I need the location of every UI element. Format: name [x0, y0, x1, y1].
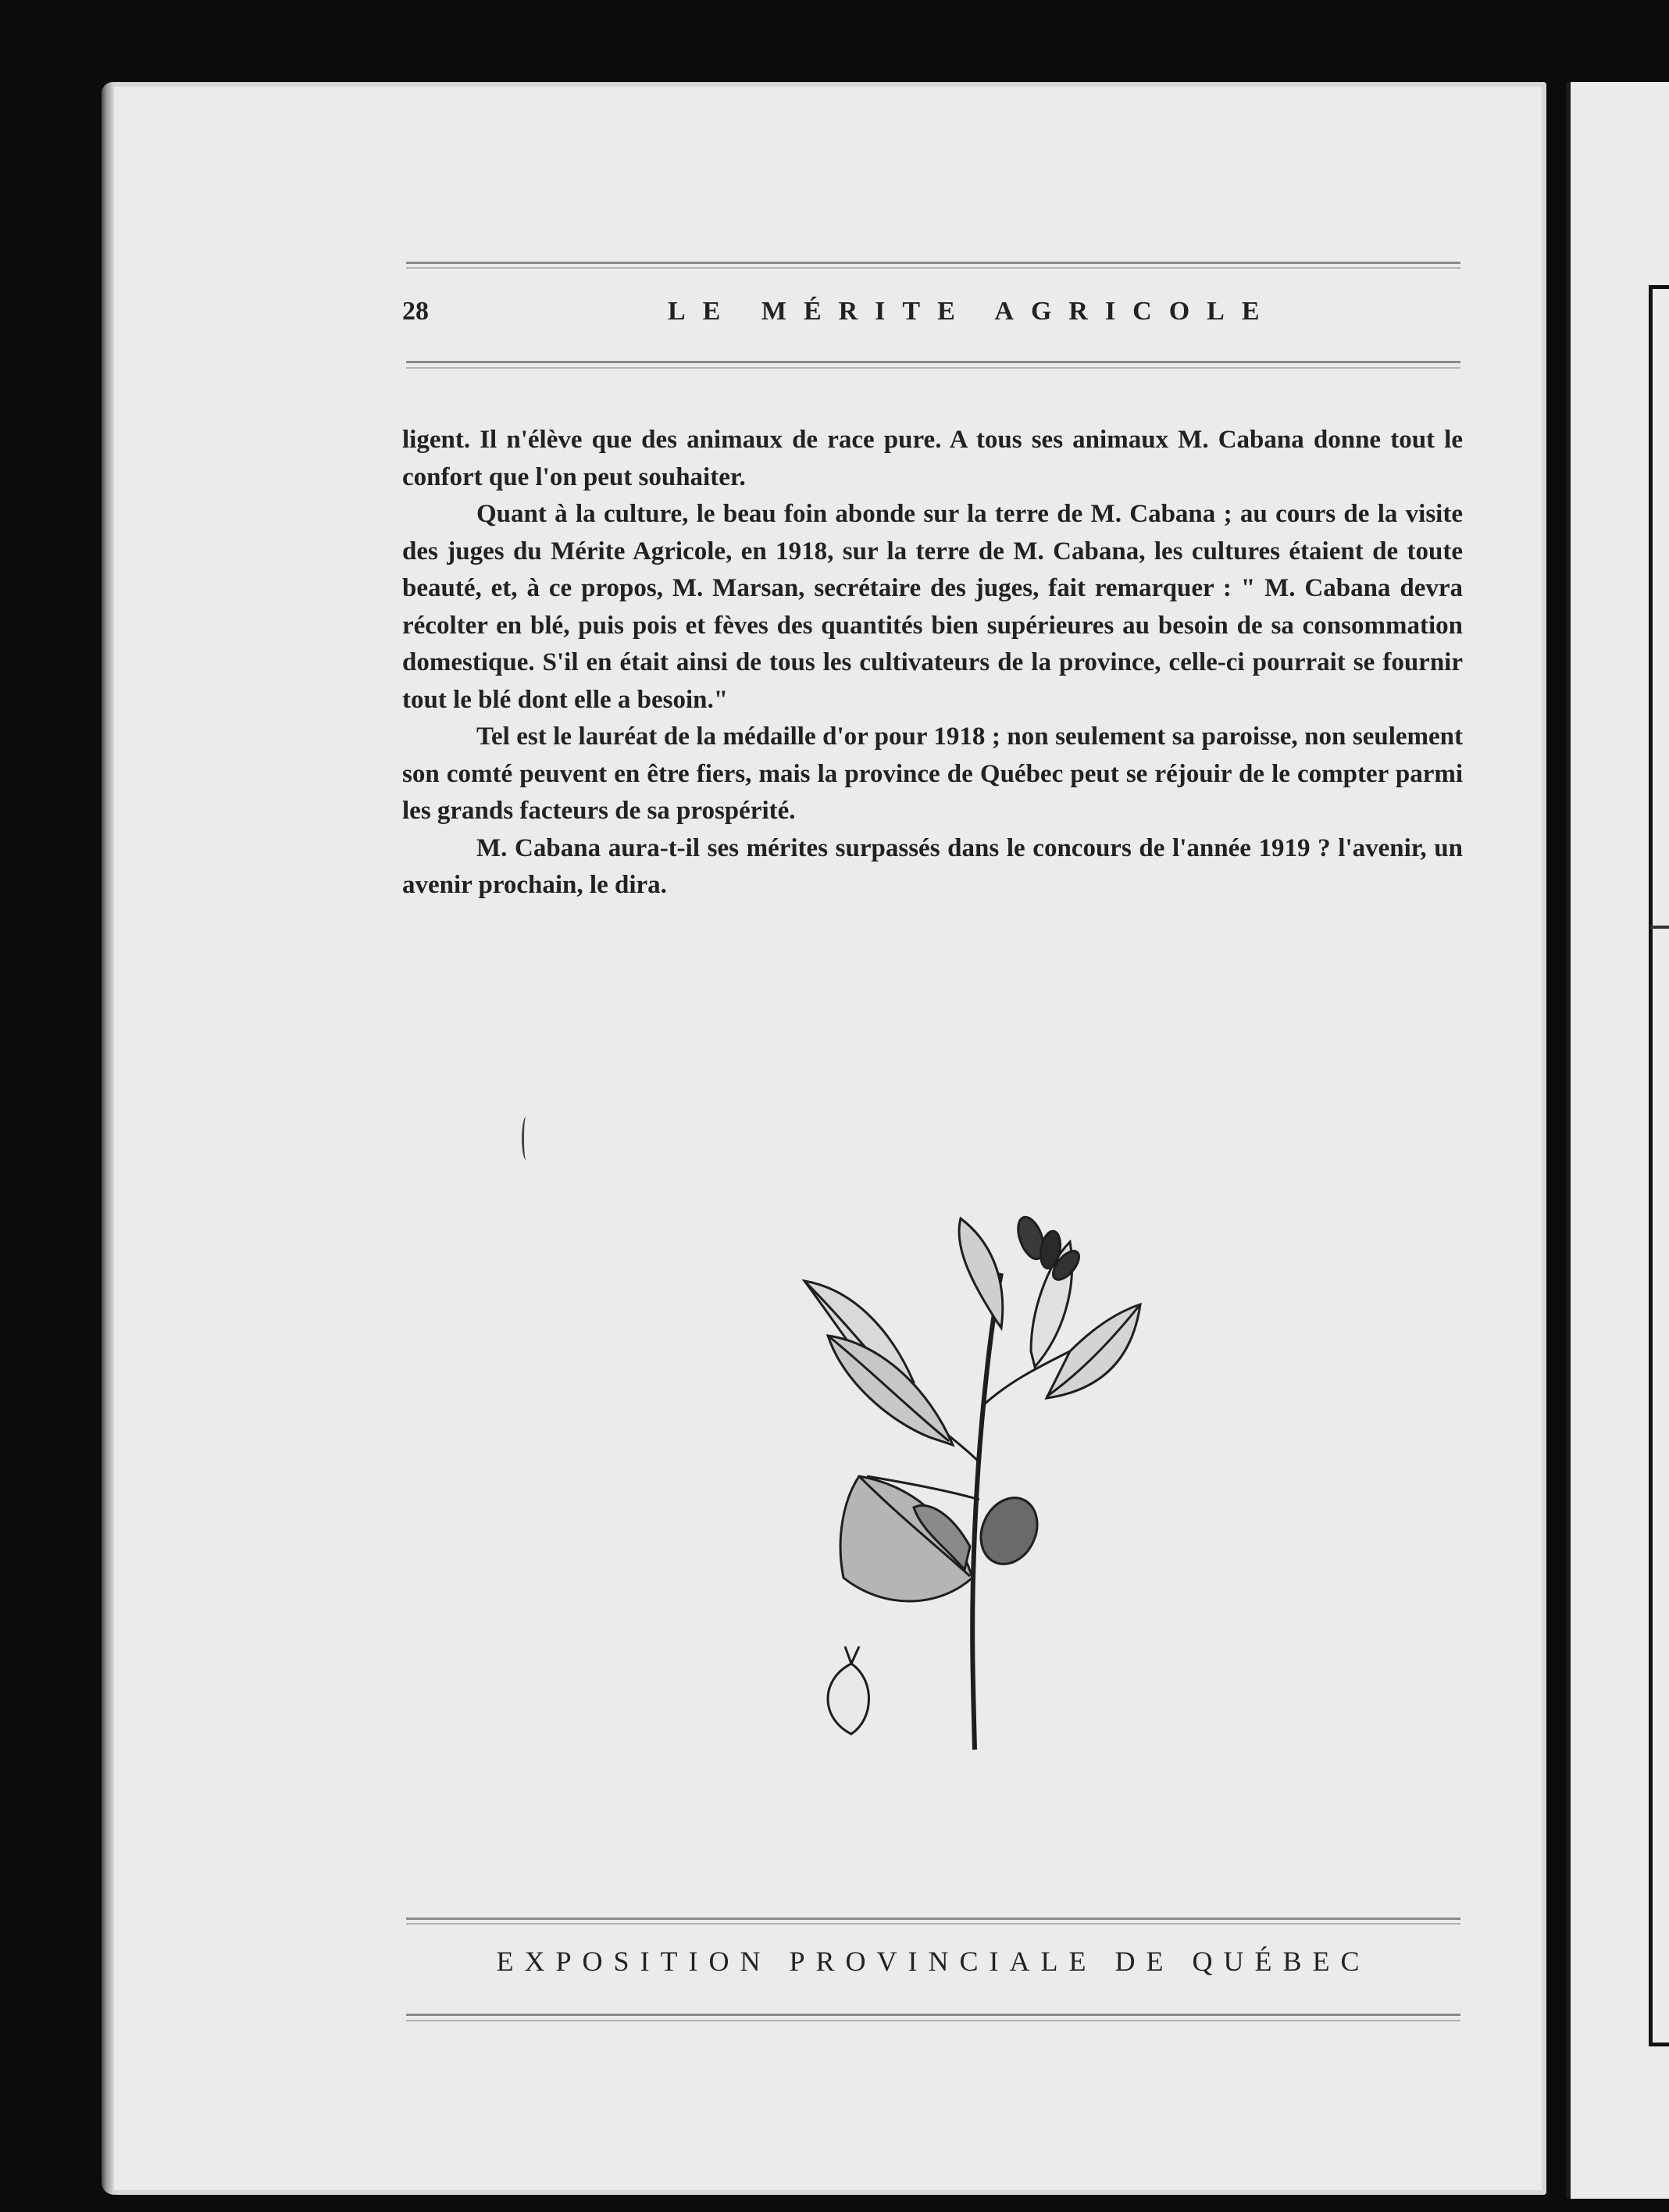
plant-branch-icon	[797, 1203, 1148, 1765]
paragraph-4: M. Cabana aura-t-il ses mérites surpassés dans le concours de l'année 1919 ? l'avenir, un avenir prochain, le dira.	[402, 833, 1463, 899]
paragraph-2: Quant à la culture, le beau foin abonde sur la terre de M. Cabana ; au cours de la visite des juges du Mérite Agricole, en 1918, sur la terre de M. Cabana, les cultures étaient de toute beauté, et, à ce propos, M. Marsan, secrétaire des juges, fait remarquer : " M. Cabana devra récolter en blé, puis pois et fèves des quantités bien supérieures au besoin de sa consommation domestique. S'il en était ainsi de tous les cultivateurs de la province, celle-ci pourrait se fournir tout le blé dont elle a besoin."	[402, 500, 1463, 714]
footer-rule-top-thin	[406, 1923, 1460, 1925]
header-rule-top	[406, 262, 1460, 264]
facing-page-line	[1650, 926, 1669, 929]
scanned-page	[102, 82, 1546, 2195]
footer-rule-bottom-thin	[406, 2020, 1460, 2021]
footer-rule-bottom	[406, 2014, 1460, 2016]
running-head	[402, 297, 1460, 344]
paragraph-3: Tel est le lauréat de la médaille d'or pour 1918 ; non seulement sa paroisse, non seulement son comté peuvent en être fiers, mais la province de Québec peut se réjouir de le compter parmi les grands facteurs de sa prospérité.	[402, 722, 1463, 825]
page-binding-edge	[102, 82, 114, 2195]
page-number: 28	[402, 297, 429, 326]
stray-ink-mark	[522, 1117, 530, 1160]
facing-page-edge	[1566, 82, 1669, 2199]
paragraph-1: ligent. Il n'élève que des animaux de race pure. A tous ses animaux M. Cabana donne tout le confort que l'on peut souhaiter.	[402, 426, 1463, 491]
header-rule-bottom-thin	[406, 367, 1460, 369]
footer-text: EXPOSITION PROVINCIALE DE QUÉBEC	[496, 1946, 1371, 1977]
header-rule-bottom	[406, 361, 1460, 363]
article-body	[402, 422, 1463, 904]
footer-rule-top	[406, 1918, 1460, 1920]
facing-page-frame	[1649, 285, 1669, 2046]
header-rule-top-thin	[406, 267, 1460, 269]
journal-title: LE MÉRITE AGRICOLE	[668, 297, 1277, 326]
